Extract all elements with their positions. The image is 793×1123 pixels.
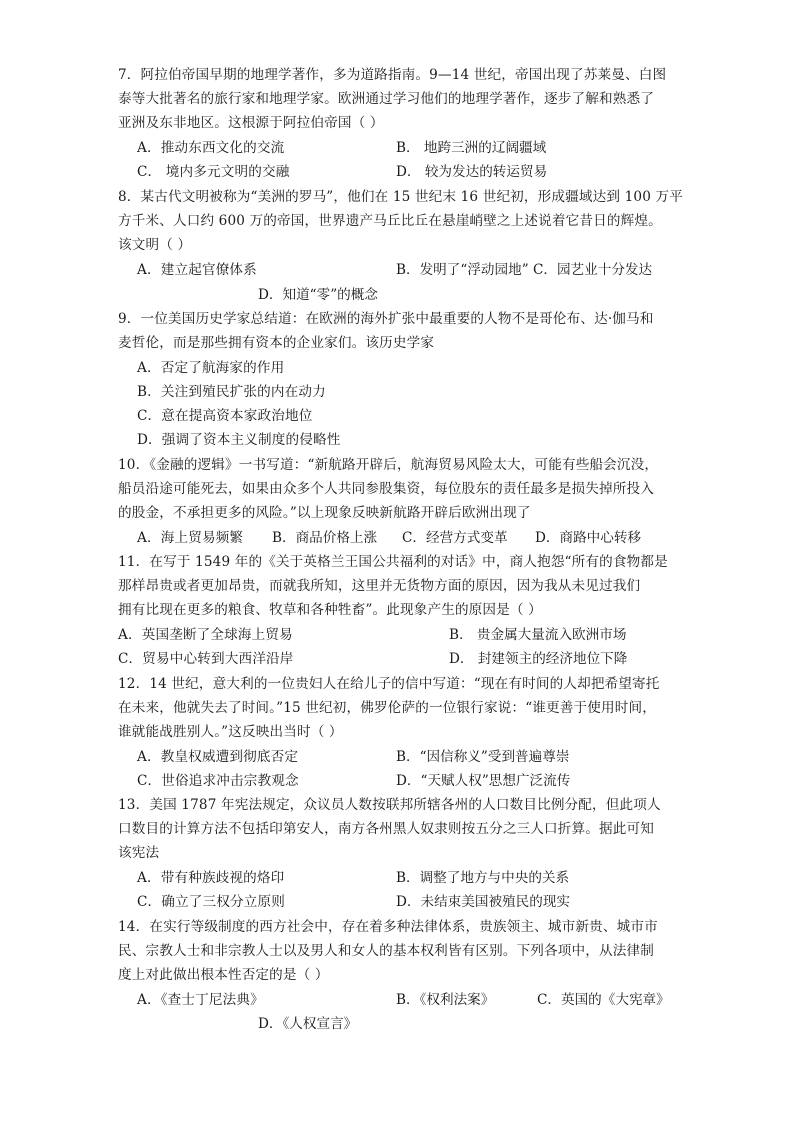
- q8-option-a[interactable]: A．建立起官僚体系: [137, 262, 257, 278]
- q11-stem-line3: 拥有比现在更多的粮食、牧草和各种牲畜”。此现象产生的原因是（ ）: [118, 602, 542, 618]
- q11-option-c[interactable]: C．贸易中心转到大西洋沿岸: [118, 651, 294, 667]
- q7-stem-line2: 泰等大批著名的旅行家和地理学家。欧洲通过学习他们的地理学著作，逐步了解和熟悉了: [118, 91, 655, 107]
- q10-option-d[interactable]: D．商路中心转移: [535, 530, 642, 546]
- q10-stem-line2: 船员沿途可能死去，如果由众多个人共同参股集资，每位股东的责任最多是损失掉所投入: [118, 481, 655, 497]
- q12-stem-line1: 12．14 世纪，意大利的一位贵妇人在给儿子的信中写道：“现在有时间的人却把希望寄托: [118, 676, 660, 692]
- q12-option-a[interactable]: A．教皇权威遭到彻底否定: [137, 749, 299, 765]
- q14-option-d[interactable]: D．《人权宣言》: [258, 1016, 358, 1032]
- q7-option-c[interactable]: C． 境内多元文明的交融: [137, 164, 290, 180]
- q9-option-b[interactable]: B．关注到殖民扩张的内在动力: [137, 384, 326, 400]
- q10-stem-line1: 10．《金融的逻辑》一书写道：“新航路开辟后，航海贸易风险太大，可能有些船会沉没，: [118, 457, 659, 473]
- q7-option-a[interactable]: A．推动东西文化的交流: [137, 140, 285, 156]
- q7-option-d[interactable]: D． 较为发达的转运贸易: [396, 164, 548, 180]
- q7-option-b[interactable]: B． 地跨三洲的辽阔疆域: [396, 140, 547, 156]
- q14-stem-line3: 度上对此做出根本性否定的是（ ）: [118, 967, 329, 983]
- q14-stem-line2: 民、宗教人士和非宗教人士以及男人和女人的基本权利皆有区别。下列各项中，从法律制: [118, 943, 655, 959]
- q14-option-c[interactable]: C．英国的《大宪章》: [537, 992, 670, 1008]
- q11-option-d[interactable]: D． 封建领主的经济地位下降: [449, 651, 628, 667]
- q7-stem-line1: 7．阿拉伯帝国早期的地理学著作，多为道路指南。9—14 世纪，帝国出现了苏莱曼、白图: [118, 67, 667, 83]
- q12-stem-line2: 在未来，他就失去了时间。”15 世纪初，佛罗伦萨的一位银行家说：“谁更善于使用时间，: [118, 700, 656, 716]
- q8-stem-line2: 方千米、人口约 600 万的帝国，世界遗产马丘比丘在悬崖峭壁之上述说着它昔日的辉煌。: [118, 213, 662, 229]
- q11-stem-line2: 那样昂贵或者更加昂贵，而就我所知，这里并无货物方面的原因，因为我从未见过我们: [118, 578, 641, 594]
- q8-option-d[interactable]: D．知道“零”的概念: [258, 287, 378, 303]
- q7-stem-line3: 亚洲及东非地区。这根源于阿拉伯帝国（ ）: [118, 115, 384, 131]
- q10-option-b[interactable]: B．商品价格上涨: [272, 530, 378, 546]
- q12-option-d[interactable]: D．“天赋人权”思想广泛流传: [396, 773, 571, 789]
- q12-option-c[interactable]: C．世俗追求冲击宗教观念: [137, 773, 299, 789]
- q9-option-d[interactable]: D．强调了资本主义制度的侵略性: [137, 432, 341, 448]
- q11-option-a[interactable]: A．英国垄断了全球海上贸易: [118, 627, 293, 643]
- q13-stem-line3: 该宪法: [118, 845, 160, 861]
- q13-option-a[interactable]: A．带有种族歧视的烙印: [137, 870, 285, 886]
- q8-stem-line1: 8．某古代文明被称为“美洲的罗马”，他们在 15 世纪末 16 世纪初，形成疆域达到 100 万平: [118, 189, 683, 205]
- q14-stem-line1: 14．在实行等级制度的西方社会中，存在着多种法律体系，贵族领主、城市新贵、城市市: [118, 919, 658, 935]
- q10-option-c[interactable]: C．经营方式变革: [402, 530, 508, 546]
- q14-option-b[interactable]: B．《权利法案》: [396, 992, 495, 1008]
- q9-stem-line1: 9．一位美国历史学家总结道：在欧洲的海外扩张中最重要的人物不是哥伦布、达·伽马和: [118, 311, 654, 327]
- q9-option-a[interactable]: A．否定了航海家的作用: [137, 360, 285, 376]
- q10-option-a[interactable]: A．海上贸易频繁: [137, 530, 244, 546]
- q14-option-a[interactable]: A．《查士丁尼法典》: [137, 992, 264, 1008]
- q11-stem-line1: 11．在写于 1549 年的《关于英格兰王国公共福利的对话》中，商人抱怨“所有的食物都是: [118, 554, 668, 570]
- q10-stem-line3: 的股金，不承担更多的风险。”以上现象反映新航路开辟后欧洲出现了: [118, 505, 531, 521]
- q13-option-d[interactable]: D．未结束美国被殖民的现实: [396, 894, 571, 910]
- q13-option-b[interactable]: B．调整了地方与中央的关系: [396, 870, 570, 886]
- q9-stem-line2: 麦哲伦，而是那些拥有资本的企业家们。该历史学家: [118, 335, 435, 351]
- q8-option-b-c[interactable]: B．发明了“浮动园地” C．园艺业十分发达: [396, 262, 653, 278]
- q11-option-b[interactable]: B． 贵金属大量流入欧洲市场: [449, 627, 627, 643]
- q12-stem-line3: 谁就能战胜别人。”这反映出当时（ ）: [118, 724, 343, 740]
- q9-option-c[interactable]: C．意在提高资本家政治地位: [137, 408, 313, 424]
- q8-stem-line3: 该文明（ ）: [118, 237, 192, 253]
- q13-stem-line2: 口数目的计算方法不包括印第安人，南方各州黑人奴隶则按五分之三人口折算。据此可知: [118, 821, 655, 837]
- q13-stem-line1: 13．美国 1787 年宪法规定，众议员人数按联邦所辖各州的人口数目比例分配，但此项人: [118, 797, 661, 813]
- q13-option-c[interactable]: C．确立了三权分立原则: [137, 894, 285, 910]
- q12-option-b[interactable]: B．“因信称义”受到普遍尊崇: [396, 749, 570, 765]
